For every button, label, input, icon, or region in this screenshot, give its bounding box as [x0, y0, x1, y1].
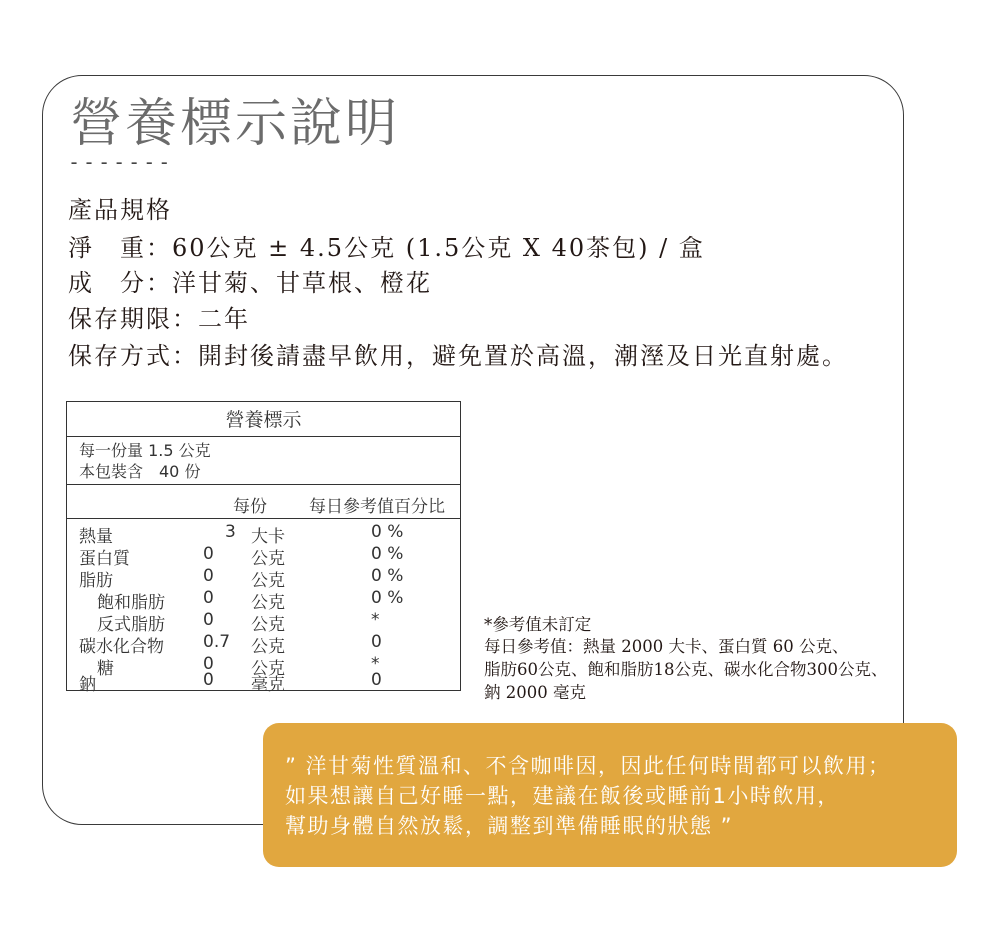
- nutrient-amount: 0: [203, 654, 214, 674]
- nutrient-dv: 0 %: [371, 522, 404, 542]
- nutrient-unit: 公克: [251, 615, 285, 635]
- spec-key: 淨 重：: [68, 234, 172, 262]
- nutrient-amount: 0: [203, 588, 214, 608]
- spec-value: 二年: [198, 305, 250, 333]
- serving-info: [67, 436, 460, 485]
- nutrient-dv: *: [371, 610, 380, 630]
- quote-box: [263, 723, 957, 867]
- col-per-serving: 每份: [233, 497, 267, 517]
- table-row: [67, 632, 460, 657]
- nutrient-name: 反式脂肪: [97, 615, 165, 635]
- spec-value: 開封後請盡早飲用，避免置於高溫，潮溼及日光直射處。: [198, 342, 848, 370]
- nutrient-amount: 0: [203, 670, 214, 690]
- per-serving: 每一份量 1.5 公克: [79, 441, 211, 460]
- reference-line: 鈉 2000 毫克: [484, 683, 586, 702]
- title-divider: -------: [68, 150, 174, 174]
- quote-line: 幫助身體自然放鬆，調整到準備睡眠的狀態 ”: [285, 814, 734, 838]
- table-row: [67, 544, 460, 569]
- spec-row-storage: [68, 336, 848, 371]
- nutrient-dv: 0 %: [371, 566, 404, 586]
- table-row: [67, 670, 460, 695]
- nutrient-amount: 0: [203, 610, 214, 630]
- nutrient-unit: 公克: [251, 593, 285, 613]
- spec-key: 成 分：: [68, 269, 172, 297]
- nutrient-name: 碳水化合物: [79, 637, 164, 657]
- quote-line: 如果想讓自己好睡一點，建議在飯後或睡前1小時飲用，: [285, 784, 840, 808]
- nutrient-unit: 大卡: [251, 527, 285, 547]
- nutrient-name: 鈉: [79, 675, 96, 695]
- reference-note: *參考值未訂定: [484, 615, 592, 634]
- spec-key: 保存期限：: [68, 305, 198, 333]
- nutrient-dv: 0 %: [371, 544, 404, 564]
- nutrient-unit: 公克: [251, 571, 285, 591]
- page-title: 營養標示說明: [70, 94, 401, 154]
- servings-per-pack: 本包裝含 40 份: [79, 462, 201, 481]
- nutrient-unit: 公克: [251, 659, 285, 679]
- spec-row-shelf-life: [68, 299, 250, 334]
- nutrient-unit: 公克: [251, 637, 285, 657]
- reference-line: 每日參考值：熱量 2000 大卡、蛋白質 60 公克、: [484, 637, 849, 656]
- column-header: [67, 484, 460, 519]
- nutrient-unit: 公克: [251, 549, 285, 569]
- nutrient-amount: 0: [203, 544, 214, 564]
- table-row: [67, 588, 460, 613]
- spec-value: 60公克 ± 4.5公克 (1.5公克 X 40茶包) / 盒: [172, 234, 705, 262]
- nutrient-dv: *: [371, 654, 380, 674]
- nutrient-amount: 3: [225, 522, 236, 542]
- spec-row-ingredients: [68, 263, 432, 298]
- table-row: [67, 610, 460, 635]
- quote-line: ” 洋甘菊性質溫和、不含咖啡因，因此任何時間都可以飲用；: [285, 754, 891, 778]
- table-row: [67, 566, 460, 591]
- nutrient-dv: 0: [371, 632, 382, 652]
- nutrient-name: 蛋白質: [79, 549, 130, 569]
- nutrient-name: 熱量: [79, 527, 113, 547]
- col-daily-value: 每日參考值百分比: [309, 497, 445, 517]
- spec-value: 洋甘菊、甘草根、橙花: [172, 269, 432, 297]
- nutrient-amount: 0.7: [203, 632, 231, 652]
- table-row: [67, 522, 460, 547]
- nutrient-unit: 毫克: [251, 675, 285, 695]
- nutrition-header: 營養標示: [67, 402, 460, 437]
- nutrition-table: [66, 401, 461, 695]
- nutrient-amount: 0: [203, 566, 214, 586]
- spec-heading: 產品規格: [68, 196, 172, 224]
- spec-row-weight: [68, 228, 705, 263]
- nutrient-dv: 0 %: [371, 588, 404, 608]
- nutrient-name: 飽和脂肪: [97, 593, 165, 613]
- spec-key: 保存方式：: [68, 342, 198, 370]
- nutrient-name: 糖: [97, 659, 114, 679]
- reference-line: 脂肪60公克、飽和脂肪18公克、碳水化合物300公克、: [484, 660, 888, 679]
- nutrient-name: 脂肪: [79, 571, 113, 591]
- nutrient-dv: 0: [371, 670, 382, 690]
